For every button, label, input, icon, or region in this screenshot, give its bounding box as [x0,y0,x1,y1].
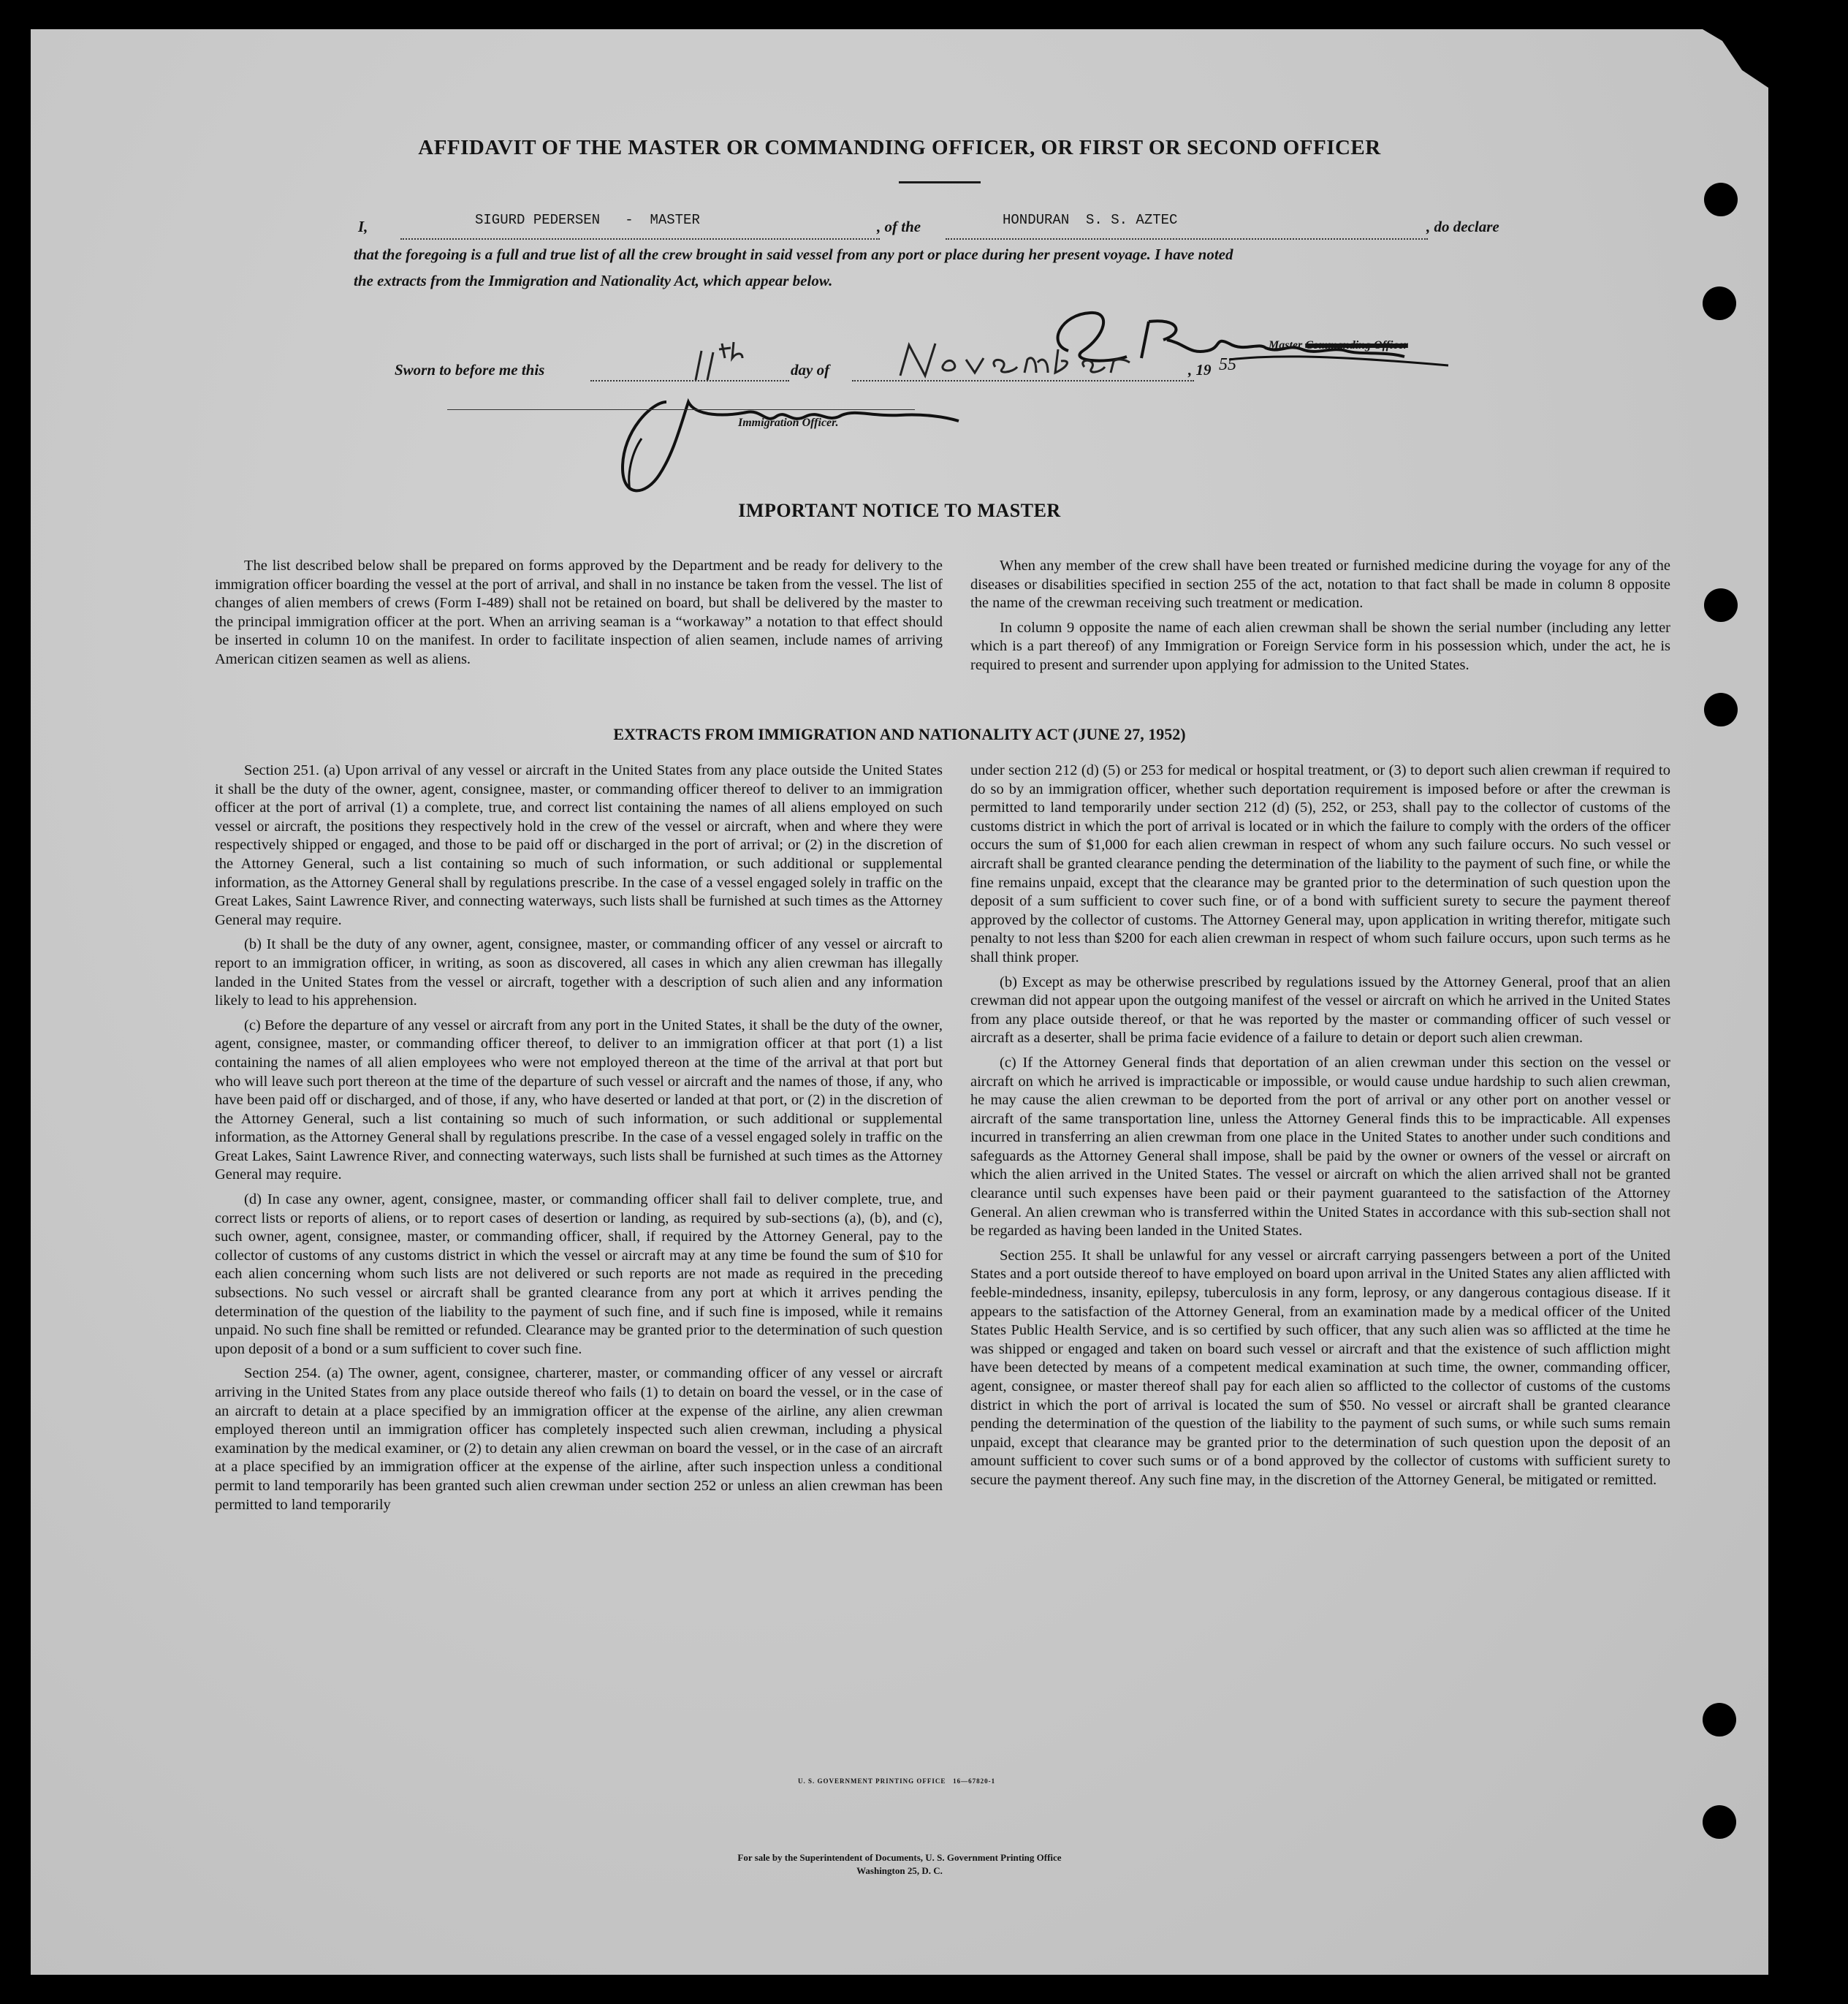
notice-right-paragraph-1: When any member of the crew shall have been treated or furnished medicine during the voyage for any of the diseases or disabilities specified in section 255 of the act, notation to that fact shall be made in column 8 opposite the name of the crewman receiving such treatment or medication. [970,558,1670,612]
i-label: I, [358,218,368,235]
section-251-a: Section 251. (a) Upon arrival of any vessel or aircraft in the United States from any place outside the United States it shall be the duty of the owner, agent, consignee, master, or commanding officer thereof to deliver to an immigration officer at the port of arrival (1) a complete, true, and correct list containing the names of all aliens employed on such vessel or aircraft, the positions they respectively hold in the crew of the vessel or aircraft, when and where they were respectively shipped or engaged, and those to be paid off or discharged in the port of arrival; or (2) in the discretion of the Attorney General, such a list containing so much of such information, or such additional or supplemental information, as the Attorney General shall by regulations prescribe. In the case of a vessel engaged solely in traffic on the Great Lakes, Saint Lawrence River, and connecting waterways, such lists shall be furnished at such times as the Attorney General may require. [215,762,943,928]
of-the-label: , of the [877,218,921,235]
section-251-b: (b) It shall be the duty of any owner, agent, consignee, master, or commanding officer of any vessel or aircraft to report to an immigration officer, in writing, as soon as discovered, all cases in which any alien crewman has illegally landed in the United States from the vessel or aircraft, together with a description of such alien and any information likely to lead to his apprehension. [215,936,943,1009]
declaration-text-line1: that the foregoing is a full and true list of all the crew brought in said vessel from any port or place during her present voyage. I have noted [354,246,1233,263]
declaration-text-line2: the extracts from the Immigration and Nationality Act, which appear below. [354,272,833,289]
section-254-a: Section 254. (a) The owner, agent, consignee, charterer, master, or commanding officer of any vessel or aircraft arriving in the United States from any place outside thereof who fails (1) to detain on board the vessel, or in the case of an aircraft to detain at a place specified by an immigration officer at the expense of the airline, any alien crewman employed thereon until an immigration officer has completely inspected such alien crewman, including a physical examination by the medical examiner, or (2) to detain any alien crewman on board the vessel, or in the case of an aircraft at a place specified by an immigration officer at the expense of the airline, after such inspection unless a conditional permit to land temporarily has been granted such alien crewman under section 252 or unless an alien crewman has been permitted to land temporarily [215,1365,943,1513]
section-255: Section 255. It shall be unlawful for any vessel or aircraft carrying passengers between a port of the United States and a port outside thereof to have employed on board upon arrival in the United States any alien afflicted with feeble-mindedness, insanity, epilepsy, tuberculosis in any form, leprosy, or any dangerous contagious disease. If it appears to the satisfaction of the Attorney General, from an examination made by a medical officer of the United States Public Health Service, and is so certified by such officer, that any such alien was so afflicted at the time he was shipped or engaged and taken on board such vessel or aircraft and that the existence of such affliction might have been detected by means of a competent medical examination at such time, the owner, commanding officer, agent, consignee, or master thereof shall pay for each alien so afflicted to the collector of customs of the customs district in which the port of arrival is located the sum of $50. No vessel or aircraft shall be granted clearance pending the determination of the question of the liability to the payment of such sums, or while such sums remain unpaid, except that clearance may be granted prior to the determination of such question upon the deposit of an amount sufficient to cover such sums or of a bond approved by the collector of customs with sufficient surety to secure the payment thereof. Any such fine may, in the discretion of the Attorney General, be mitigated or remitted. [970,1247,1670,1488]
declarant-name: SIGURD PEDERSEN - MASTER [475,212,700,228]
section-254-b: (b) Except as may be otherwise prescribed by regulations issued by the Attorney General, proof that an alien crewman did not appear upon the outgoing manifest of the vessel or aircraft on which he arrived in the United States from any place outside thereof, or that he was reported by the master or commanding officer of such vessel or aircraft as a deserter, shall be prima facie evidence of a failure to detain or deport such alien crewman. [970,973,1670,1047]
immigration-officer-signature [579,373,959,504]
affidavit-title: AFFIDAVIT OF THE MASTER OR COMMANDING OFFICER, OR FIRST OR SECOND OFFICER [418,136,1381,159]
officer-line [447,409,915,410]
notice-right-paragraph-2: In column 9 opposite the name of each alien crewman shall be shown the serial number (including any letter which is a part thereof) of any Immigration or Foreign Service form in his possession which, under the act, he is required to present and surrender upon applying for admission to the United States. [970,619,1670,673]
sale-line-2: Washington 25, D. C. [856,1865,943,1876]
punch-hole [1703,1805,1736,1839]
punch-hole [1704,588,1738,622]
year-suffix: 55 [1219,355,1236,374]
sale-line-1: For sale by the Superintendent of Documents, U. S. Government Printing Office [737,1852,1062,1863]
do-declare-label: , do declare [1426,218,1499,235]
declarant-line [400,238,880,240]
master-caption-text: Master [1269,339,1303,352]
year-prefix: , 19 [1188,361,1212,379]
notice-title: IMPORTANT NOTICE TO MASTER [738,500,1061,521]
officer-caption: Immigration Officer. [738,417,839,429]
printer-imprint: U. S. GOVERNMENT PRINTING OFFICE 16—67820-1 [798,1777,996,1785]
vessel-line [946,238,1428,240]
punch-hole [1704,693,1738,726]
vessel-name: HONDURAN S. S. AZTEC [1003,212,1178,228]
struck-caption: Commanding Officer [1305,339,1408,352]
punch-hole [1704,183,1738,216]
extracts-title: EXTRACTS FROM IMMIGRATION AND NATIONALITY ACT (JUNE 27, 1952) [613,725,1186,743]
title-underline [899,181,981,183]
notice-left-column [215,557,943,675]
day-of-label: day of [791,361,830,379]
master-caption [1269,339,1408,352]
notice-right-column [970,557,1670,681]
notice-left-paragraph: The list described below shall be prepared on forms approved by the Department and be ready for delivery to the immigration officer boarding the vessel at the port of arrival, and shall in no instance be taken from the vessel. The list of changes of alien members of crews (Form I-489) shall not be retained on board, but shall be delivered by the master to the principal immigration officer at the port. When an arriving seaman is a “workaway” a notation to that effect should be inserted in column 10 on the manifest. In order to facilitate inspection of alien seamen, include names of arriving American citizen seamen as well as aliens. [215,558,943,667]
extracts-right-column [970,762,1670,1496]
section-251-d: (d) In case any owner, agent, consignee, master, or commanding officer shall fail to deliver complete, true, and correct lists or reports of aliens, or to report cases of desertion or landing, as required by sub-sections (a), (b), and (c), such owner, agent, consignee, master, or commanding officer, shall, if required by the Attorney General, pay to the collector of customs of any customs district in which the vessel or aircraft may at any time be found the sum of $10 for each alien concerning whom such lists are not delivered or such reports are not made as required in the preceding subsections. No such vessel or aircraft shall be granted clearance from any port at which it arrives pending the determination of the question of the liability to the payment of such fine, and if such fine is imposed, while it remains unpaid. No such fine shall be remitted or refunded. Clearance may be granted prior to the determination of such question upon deposit of a bond or a sum sufficient to cover such fine. [215,1191,943,1357]
torn-corner [1703,29,1768,88]
section-254-a-continued: under section 212 (d) (5) or 253 for medical or hospital treatment, or (3) to deport such alien crewman if required to do so by an immigration officer, whether such deportation requirement is imposed before or after the crewman is permitted to land temporarily under section 212 (d) (5), 252, or 253, shall pay to the collector of customs of the customs district in which the port of arrival is located or in which the failure to comply with the orders of the officer occurs the sum of $1,000 for each alien crewman in respect of whom any such failure occurs. No such vessel or aircraft shall be granted clearance pending the determination of the liability to the payment of such fine, or while the fine remains unpaid, except that the clearance may be granted prior to the determination of such question upon the deposit of a sum sufficient to cover such fine, or of a bond with sufficient surety to secure the payment thereof approved by the collector of customs. The Attorney General may, upon application in writing therefor, mitigate such penalty to not less than $200 for each alien crewman in respect of whom such failure occurs, upon such terms as he shall think proper. [970,762,1670,965]
punch-hole [1703,286,1736,320]
sworn-label: Sworn to before me this [395,361,545,379]
punch-hole [1703,1703,1736,1737]
extracts-left-column [215,762,943,1520]
paper-sheet [31,29,1768,1975]
section-254-c: (c) If the Attorney General finds that deportation of an alien crewman under this section on the vessel or aircraft on which he arrived is impracticable or impossible, or would cause undue hardship to such alien crewman, he may cause the alien crewman to be deported from the port of arrival or any other port on another vessel or aircraft of the same transportation line, unless the Attorney General finds this to be impracticable. All expenses incurred in transferring an alien crewman from one place in the United States to another under such conditions and safeguards as the Attorney General shall impose, shall be paid by the owner or owners of the vessel or aircraft on which the alien arrived in the United States. The vessel or aircraft on which the alien arrived shall not be granted clearance until such expenses have been paid or their payment guaranteed to the satisfaction of the Attorney General. An alien crewman who is transferred within the United States in accordance with this sub-section shall not be regarded as having been landed in the United States. [970,1054,1670,1240]
section-251-c: (c) Before the departure of any vessel or aircraft from any port in the United States, it shall be the duty of the owner, agent, consignee, master, or commanding officer thereof, to deliver to an immigration officer at that port (1) a list containing the names of all alien employees who were not employed thereon at the time of the arrival at that port but who will leave such port thereon at the time of the departure of such vessel or aircraft and the names of those, if any, who have been paid off or discharged, and of those, if any, who have deserted or landed at that port, or (2) in the discretion of the Attorney General, such a list containing so much of such information, or such additional or supplemental information, as the Attorney General shall by regulations prescribe. In the case of a vessel engaged solely in traffic on the Great Lakes, Saint Lawrence River, and connecting waterways, such lists shall be furnished at such times as the Attorney General may require. [215,1017,943,1183]
